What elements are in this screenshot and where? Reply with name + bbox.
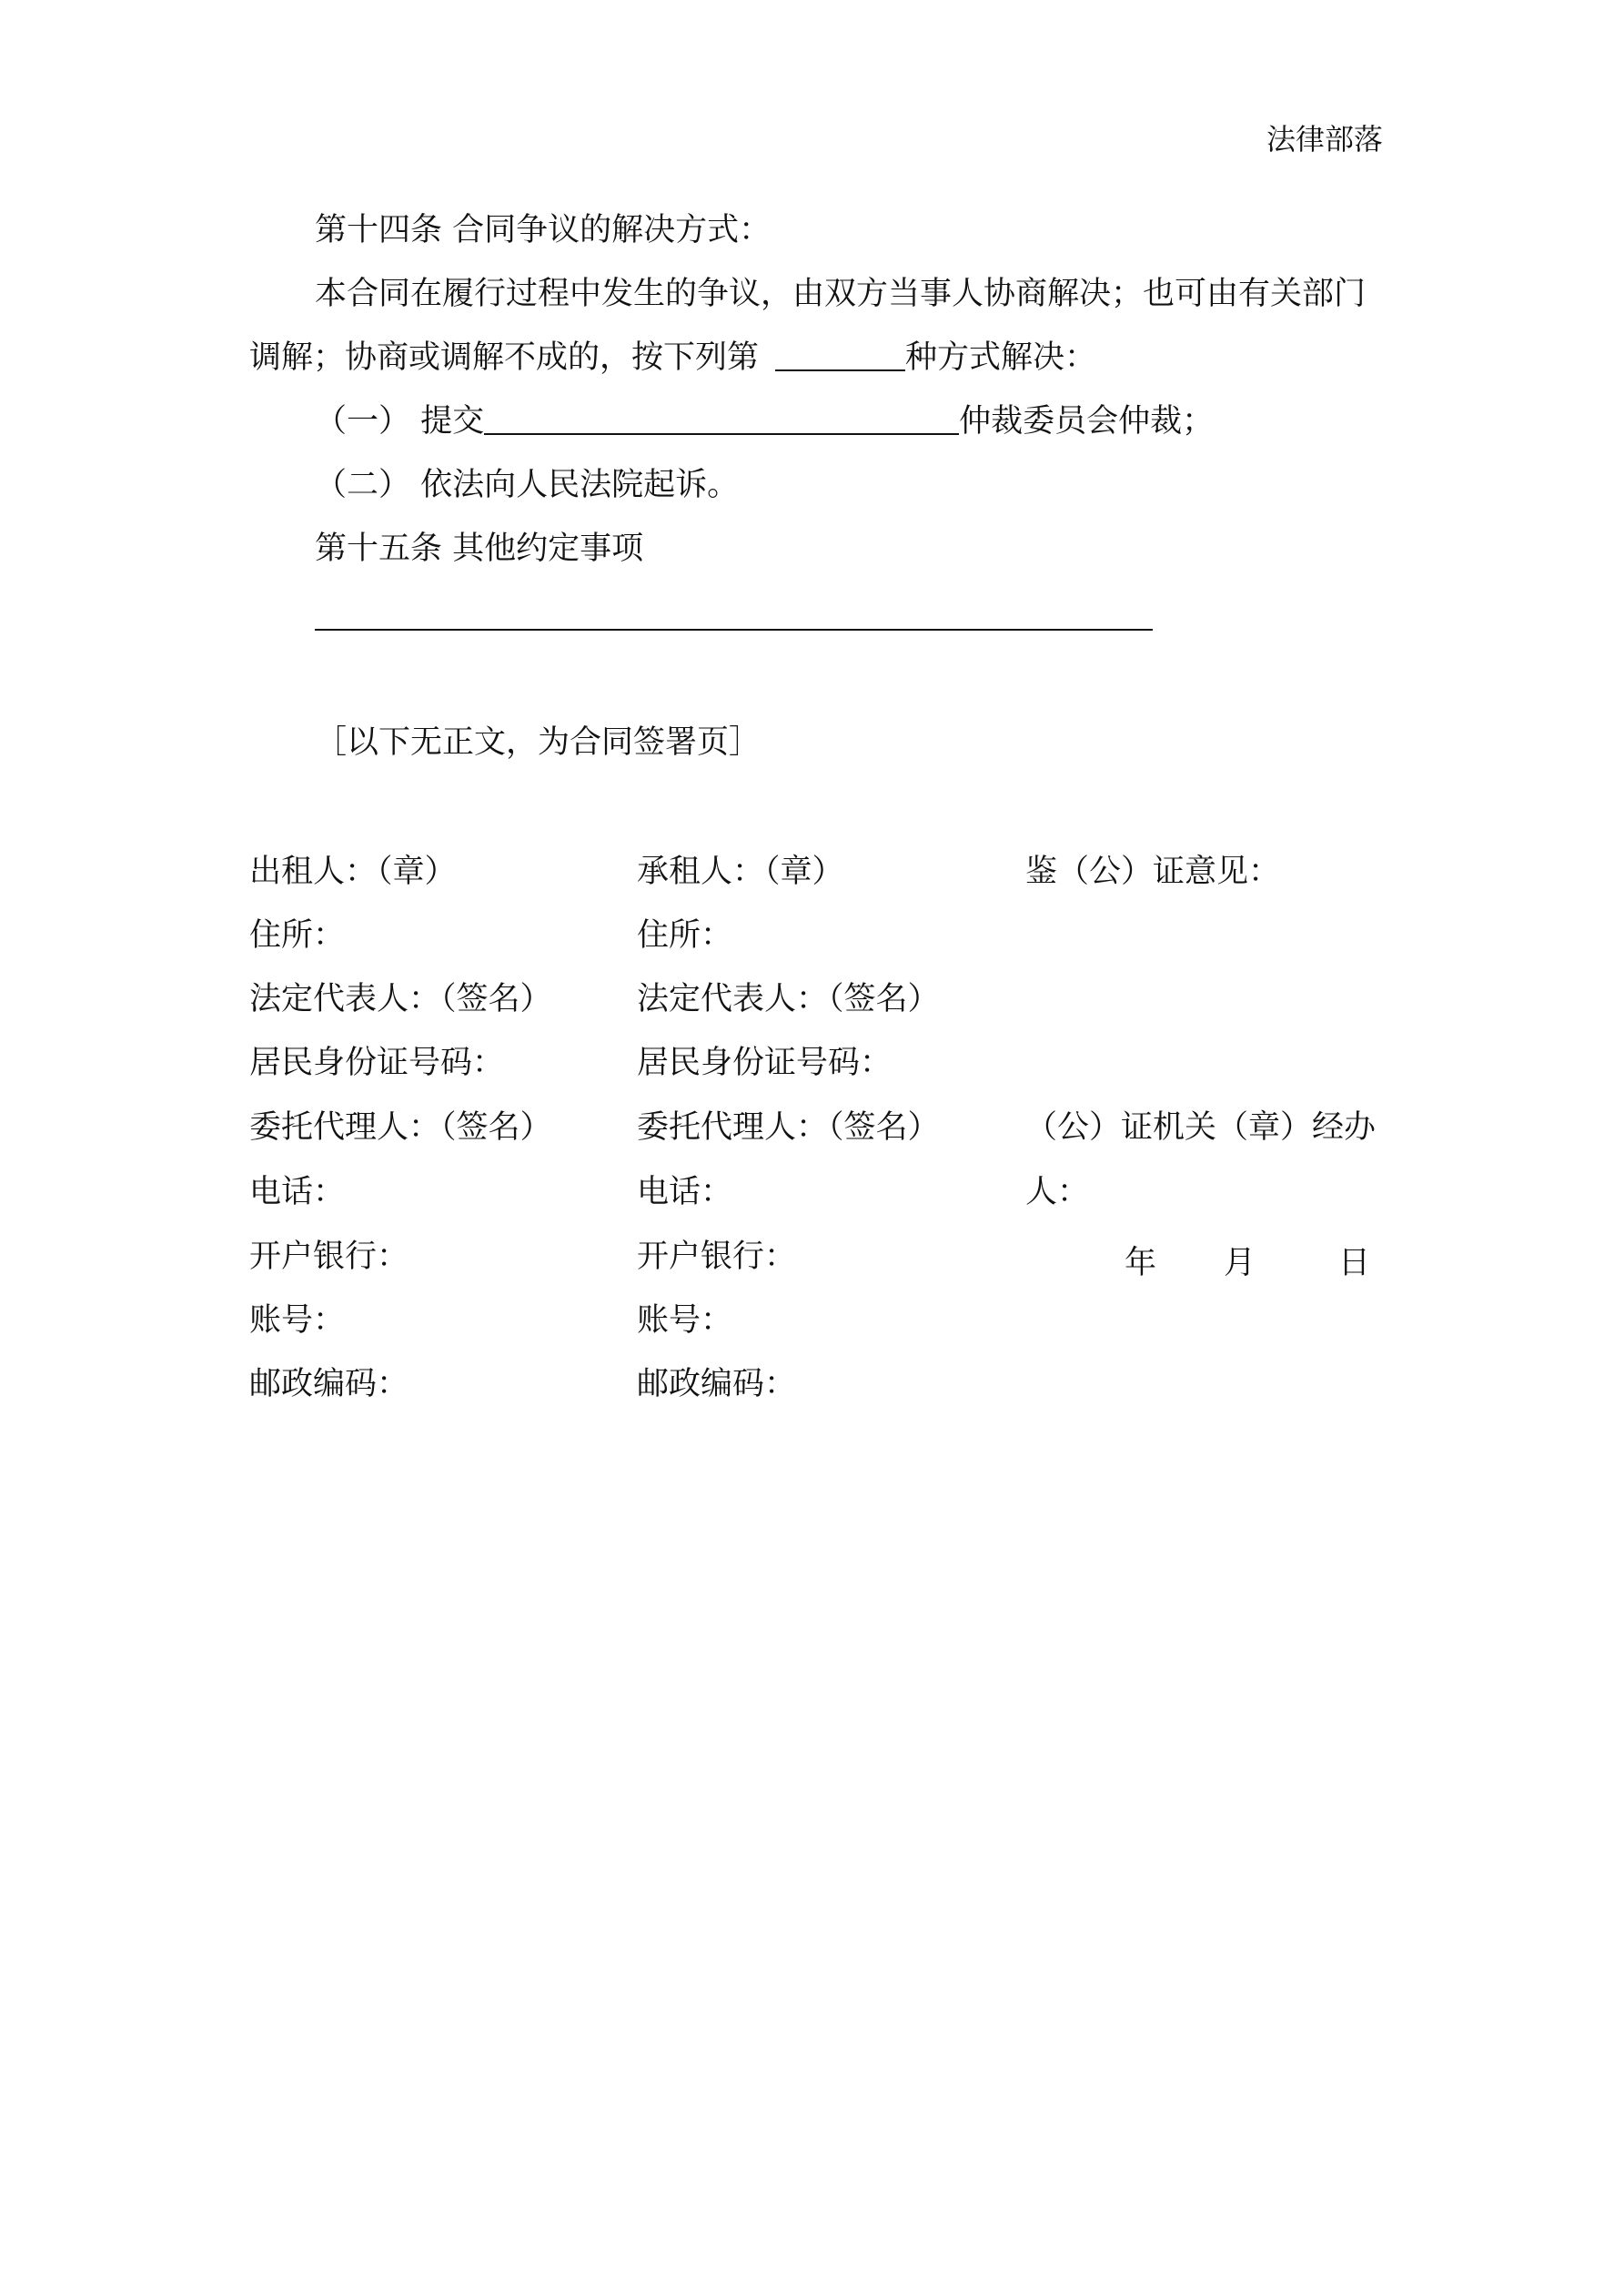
lessor-bank: 开户银行：	[249, 1239, 409, 1275]
option1-prefix: （一） 提交	[315, 403, 485, 440]
lessee-agent: 委托代理人：（签名）	[637, 1109, 940, 1146]
arbitration-commission-blank[interactable]	[484, 402, 959, 435]
lessor-agent: 委托代理人：（签名）	[249, 1109, 552, 1146]
article14-option2: （二） 依法向人民法院起诉。	[315, 467, 740, 503]
option1-suffix: 仲裁委员会仲裁；	[959, 403, 1215, 440]
notary-date-day: 日	[1338, 1245, 1371, 1281]
lessee-bank: 开户银行：	[637, 1239, 797, 1275]
header-brand: 法律部落	[1266, 122, 1383, 157]
dispute-method-blank[interactable]	[775, 339, 905, 371]
lessor-account: 账号：	[249, 1302, 346, 1339]
notary-date-year: 年	[1125, 1245, 1157, 1281]
lessor-phone: 电话：	[249, 1174, 346, 1210]
article14-option1	[315, 402, 1214, 440]
other-terms-blank-line[interactable]	[315, 629, 1153, 631]
lessee-phone: 电话：	[637, 1174, 733, 1210]
article14-para-line1: 本合同在履行过程中发生的争议，由双方当事人协商解决；也可由有关部门	[315, 276, 1367, 312]
lessee-legal-rep: 法定代表人：（签名）	[637, 981, 940, 1017]
lessee-title: 承租人：（章）	[637, 854, 844, 890]
lessor-id-number: 居民身份证号码：	[249, 1045, 505, 1081]
lessor-address: 住所：	[249, 917, 346, 954]
lessor-postcode: 邮政编码：	[249, 1366, 409, 1402]
notary-date-month: 月	[1224, 1245, 1256, 1281]
lessor-legal-rep: 法定代表人：（签名）	[249, 981, 552, 1017]
article14-title: 第十四条 合同争议的解决方式：	[315, 212, 772, 248]
lessee-postcode: 邮政编码：	[637, 1366, 797, 1402]
lessee-address: 住所：	[637, 917, 733, 954]
signature-page-note: ［以下无正文，为合同签署页］	[315, 724, 762, 761]
notary-office-line1: （公）证机关（章）经办	[1025, 1109, 1377, 1146]
article14-para-line2-prefix: 调解；协商或调解不成的，按下列第	[249, 339, 760, 376]
lessee-id-number: 居民身份证号码：	[637, 1045, 893, 1081]
article14-para-line2-suffix: 种方式解决：	[905, 339, 1097, 376]
article15-title: 第十五条 其他约定事项	[315, 531, 644, 567]
notary-title: 鉴（公）证意见：	[1025, 854, 1281, 890]
article14-para-line2	[249, 339, 1096, 377]
lessor-title: 出租人：（章）	[249, 854, 457, 890]
notary-office-line2: 人：	[1025, 1174, 1090, 1210]
lessee-account: 账号：	[637, 1302, 733, 1339]
